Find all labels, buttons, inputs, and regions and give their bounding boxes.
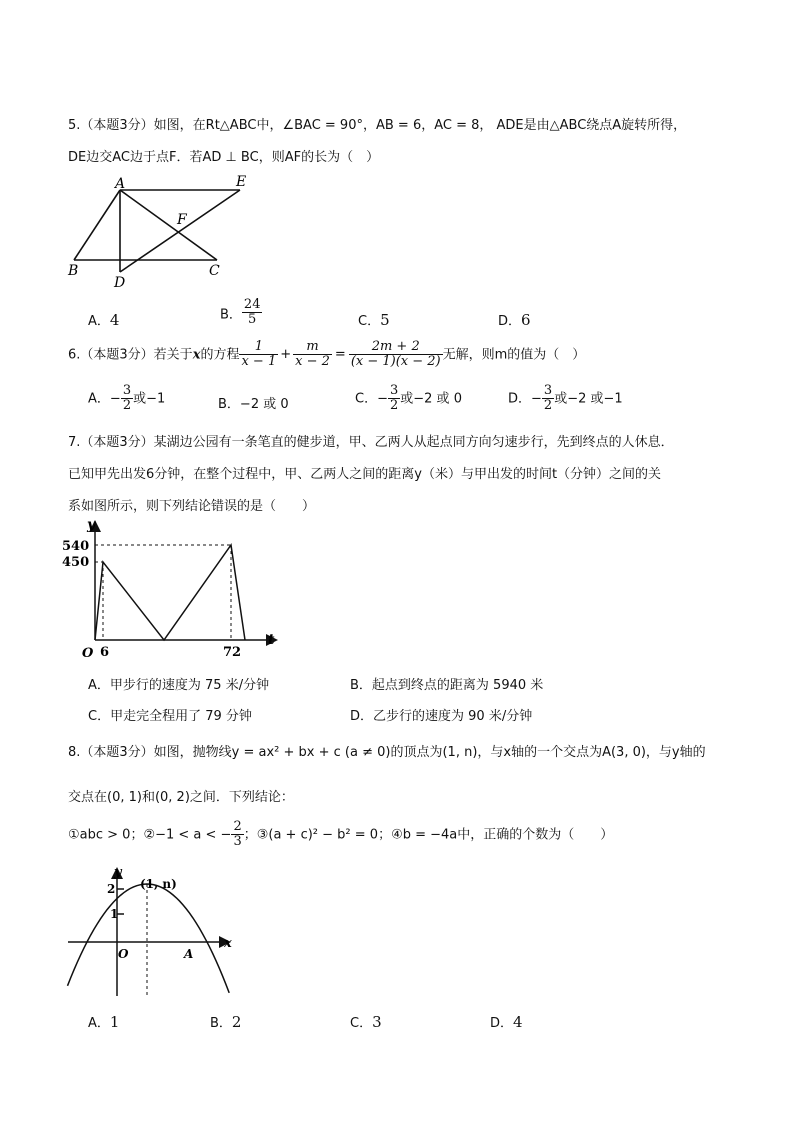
q6-option-d-tail: 或−2 或−1: [554, 391, 623, 407]
q7-stem-line2: 已知甲先出发6分钟，在整个过程中，甲、乙两人之间的距离y（米）与甲出发的时间t（分钟）之间的关: [68, 467, 662, 482]
q7-option-b-letter: B．: [350, 678, 372, 693]
q8-fraction-den: 3: [233, 834, 242, 850]
q7-tick-6: 6: [100, 645, 110, 660]
q6-option-d-neg: −: [531, 391, 542, 407]
q6-option-a-tail: 或−1: [133, 391, 166, 407]
q7-option-c-letter: C．: [88, 709, 111, 724]
q5-option-d-value: 6: [521, 311, 531, 329]
q8-option-c[interactable]: [350, 1012, 382, 1031]
q6-f2-num: m: [293, 340, 332, 355]
q5-label-e: E: [236, 174, 247, 190]
q6-option-b[interactable]: [218, 393, 289, 412]
q6-stem: [68, 340, 585, 370]
q7-axis-t-label: t: [268, 632, 275, 648]
q6-f2-den: x − 2: [295, 354, 330, 370]
q7-option-c-text: 甲走完全程用了 79 分钟: [110, 709, 252, 724]
q8-tick-1: 1: [110, 907, 119, 921]
q5-triangle-figure: [60, 172, 260, 292]
q6-option-d-num: 3: [543, 383, 553, 398]
q6-option-b-letter: B．: [218, 397, 240, 412]
q5-option-a-letter: A．: [88, 314, 110, 329]
q8-option-a[interactable]: [88, 1012, 119, 1031]
q5-label-c: C: [209, 263, 220, 279]
q7-option-a-letter: A．: [88, 678, 110, 693]
q7-option-a[interactable]: [88, 674, 269, 693]
q6-option-d[interactable]: [508, 384, 623, 414]
q6-option-c-num: 3: [389, 383, 399, 398]
q6-mid: 的方程: [200, 347, 240, 363]
q6-f1-num: 1: [239, 340, 278, 355]
q8-parabola-graph: [60, 864, 250, 1004]
q5-option-d-letter: D．: [498, 314, 522, 329]
q8-vertex-label: (1, n): [140, 877, 177, 891]
q6-option-c-letter: C．: [355, 391, 378, 407]
q8-option-d[interactable]: [490, 1012, 523, 1031]
q7-option-c[interactable]: [88, 705, 252, 724]
q5-option-a[interactable]: [88, 310, 119, 329]
q7-option-b-text: 起点到终点的距离为 5940 米: [371, 678, 544, 693]
q8-option-a-value: 1: [109, 1013, 120, 1031]
q8-conclusions-part2: ；③(a + c)² − b² = 0；④b = −4a中，正确的个数为（ ）: [243, 827, 614, 843]
q8-stem-line1: 8.（本题3分）如图，抛物线y = ax² + bx + c (a ≠ 0)的顶点为(1, n)，与x轴的一个交点为A(3, 0)，与y轴的: [68, 745, 706, 760]
q6-eq: =: [334, 347, 346, 363]
q8-stem-line2: 交点在(0, 1)和(0, 2)之间．下列结论：: [68, 790, 294, 805]
q5-option-b-den: 5: [248, 312, 257, 328]
q7-option-d[interactable]: [350, 705, 532, 724]
q5-option-c-letter: C．: [358, 314, 381, 329]
q7-option-b[interactable]: [350, 674, 543, 693]
q8-point-a-label: A: [184, 947, 194, 961]
q6-option-d-letter: D．: [508, 391, 532, 407]
q7-axis-y-label: y: [87, 517, 96, 533]
q8-option-b[interactable]: [210, 1012, 241, 1031]
q5-option-c[interactable]: [358, 310, 390, 329]
q8-option-b-value: 2: [231, 1013, 242, 1031]
q6-option-a-neg: −: [109, 391, 121, 407]
q7-stem-line3: 系如图所示，则下列结论错误的是（ ）: [68, 499, 316, 514]
q5-option-b[interactable]: [220, 298, 262, 328]
q5-option-b-letter: B．: [220, 307, 242, 323]
q8-tick-2: 2: [107, 882, 116, 896]
q6-option-c-neg: −: [377, 391, 388, 407]
q5-option-c-value: 5: [380, 311, 390, 329]
q6-suffix: 无解，则m的值为（ ）: [442, 347, 586, 363]
q6-f1-den: x − 1: [241, 354, 277, 370]
q8-axis-y-label: y: [114, 865, 122, 880]
q8-option-d-letter: D．: [490, 1016, 514, 1031]
q8-fraction-num: 2: [233, 819, 242, 834]
q8-axis-x-label: x: [224, 936, 232, 951]
q8-option-b-letter: B．: [210, 1016, 232, 1031]
q5-label-d: D: [114, 275, 126, 291]
q5-option-a-value: 4: [109, 311, 120, 329]
q6-option-c-tail: 或−2 或 0: [400, 391, 462, 407]
q6-f3-num: 2m + 2: [349, 340, 443, 355]
q6-option-d-den: 2: [543, 398, 553, 414]
q6-option-a-num: 3: [122, 383, 132, 398]
q7-tick-540: 540: [62, 539, 90, 554]
q7-distance-time-graph: [60, 515, 290, 665]
q8-option-a-letter: A．: [88, 1016, 110, 1031]
q7-option-d-text: 乙步行的速度为 90 米/分钟: [373, 709, 533, 724]
q6-prefix: 6.（本题3分）若关于: [68, 347, 193, 363]
q5-option-b-num: 24: [243, 297, 261, 312]
q6-option-c-den: 2: [389, 398, 399, 414]
q6-option-c[interactable]: [355, 384, 462, 414]
q5-label-f: F: [177, 212, 187, 228]
q5-label-a: A: [115, 176, 126, 192]
q7-option-a-text: 甲步行的速度为 75 米/分钟: [109, 678, 270, 693]
q7-option-d-letter: D．: [350, 709, 374, 724]
q7-origin-label: O: [82, 646, 94, 661]
q5-option-d[interactable]: [498, 310, 531, 329]
q8-option-c-value: 3: [372, 1013, 382, 1031]
q6-option-a-den: 2: [122, 398, 132, 414]
q8-option-d-value: 4: [513, 1013, 523, 1031]
q8-origin-label: O: [118, 947, 129, 961]
q5-stem-line1: 5.（本题3分）如图，在Rt△ABC中，∠BAC = 90°，AB = 6，AC = 8， ADE是由△ABC绕点A旋转所得，: [68, 118, 687, 133]
q6-plus: +: [280, 347, 292, 363]
q6-option-a[interactable]: [88, 384, 165, 414]
q6-f3-den: (x − 1)(x − 2): [350, 354, 441, 370]
q5-stem-line2: DE边交AC边于点F．若AD ⊥ BC，则AF的长为（ ）: [68, 150, 380, 165]
q7-tick-72: 72: [223, 645, 242, 660]
q5-label-b: B: [68, 263, 79, 279]
q8-conclusions-part1: ①abc > 0；②−1 < a < −: [68, 827, 232, 843]
q8-conclusions: [68, 820, 613, 850]
q6-option-b-text: −2 或 0: [239, 397, 289, 412]
q6-option-a-letter: A．: [88, 391, 110, 407]
q7-tick-450: 450: [62, 555, 90, 570]
q7-stem-line1: 7.（本题3分）某湖边公园有一条笔直的健步道，甲、乙两人从起点同方向匀速步行，先到终点的人休息．: [68, 435, 674, 450]
q8-option-c-letter: C．: [350, 1016, 373, 1031]
q6-var-x: x: [192, 347, 201, 363]
